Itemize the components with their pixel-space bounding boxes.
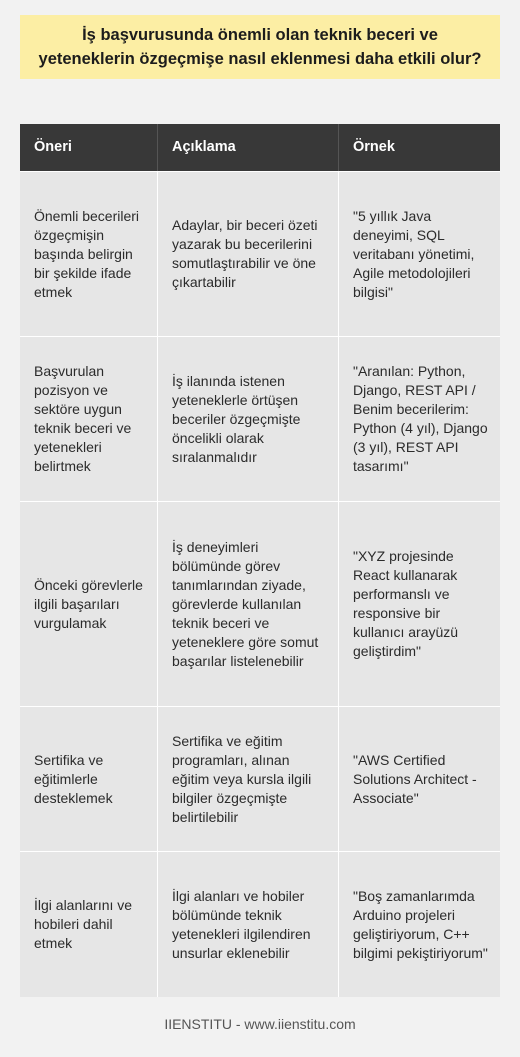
header-cell-oneri: Öneri: [20, 124, 158, 171]
table-row: [20, 502, 500, 707]
table-cell: Adaylar, bir beceri özeti yazarak bu becerilerini somutlaştırabilir ve öne çıkartabilir: [158, 172, 339, 336]
table-cell: İş deneyimleri bölümünde görev tanımlarından ziyade, görevlerde kullanılan teknik beceri ve yeteneklere göre somut başarılar listelenebilir: [158, 502, 339, 706]
table-row: [20, 852, 500, 997]
recommendations-table: [20, 124, 500, 997]
header-cell-ornek: Örnek: [339, 124, 500, 171]
footer-credit: IIENSTITU - www.iienstitu.com: [164, 1016, 356, 1032]
table-cell: "AWS Certified Solutions Architect - Associate": [353, 751, 477, 806]
table-cell: Önemli becerileri özgeçmişin başında belirgin bir şekilde ifade etmek: [20, 172, 158, 336]
page-title: İş başvurusunda önemli olan teknik beceri ve yeteneklerin özgeçmişe nasıl eklenmesi daha etkili olur?: [38, 26, 482, 68]
table-cell: İlgi alanlarını ve hobileri dahil etmek: [20, 852, 158, 997]
table-cell: "Boş zamanlarımda Arduino projeleri geliştiriyorum, C++ bilgimi pekiştiriyorum": [353, 887, 488, 961]
table-cell: "5 yıllık Java deneyimi, SQL veritabanı yönetimi, Agile metodolojileri bilgisi": [353, 207, 475, 300]
table-cell: İş ilanında istenen yeteneklerle örtüşen beceriler özgeçmişte öncelikli olarak sıralanmalıdır: [158, 337, 339, 501]
table-row: [20, 172, 500, 337]
table-cell: İlgi alanları ve hobiler bölümünde teknik yetenekleri ilgilendiren unsurlar eklenebilir: [158, 852, 339, 997]
table-row: [20, 707, 500, 852]
table-cell: Sertifika ve eğitimlerle desteklemek: [20, 707, 158, 851]
table-header-row: [20, 124, 500, 172]
table-cell: "Aranılan: Python, Django, REST API / Benim becerilerim: Python (4 yıl), Django (3 yıl), REST API tasarımı": [353, 363, 488, 474]
table-cell: Önceki görevlerle ilgili başarıları vurgulamak: [20, 502, 158, 706]
table-cell: Sertifika ve eğitim programları, alınan eğitim veya kursla ilgili bilgiler özgeçmişte belirtilebilir: [158, 707, 339, 851]
title-banner: [20, 15, 500, 79]
table-row: [20, 337, 500, 502]
table-cell: "XYZ projesinde React kullanarak performanslı ve responsive bir kullanıcı arayüzü geliştirdim": [353, 548, 459, 659]
table-cell: Başvurulan pozisyon ve sektöre uygun teknik beceri ve yetenekleri belirtmek: [20, 337, 158, 501]
header-cell-aciklama: Açıklama: [158, 124, 339, 171]
